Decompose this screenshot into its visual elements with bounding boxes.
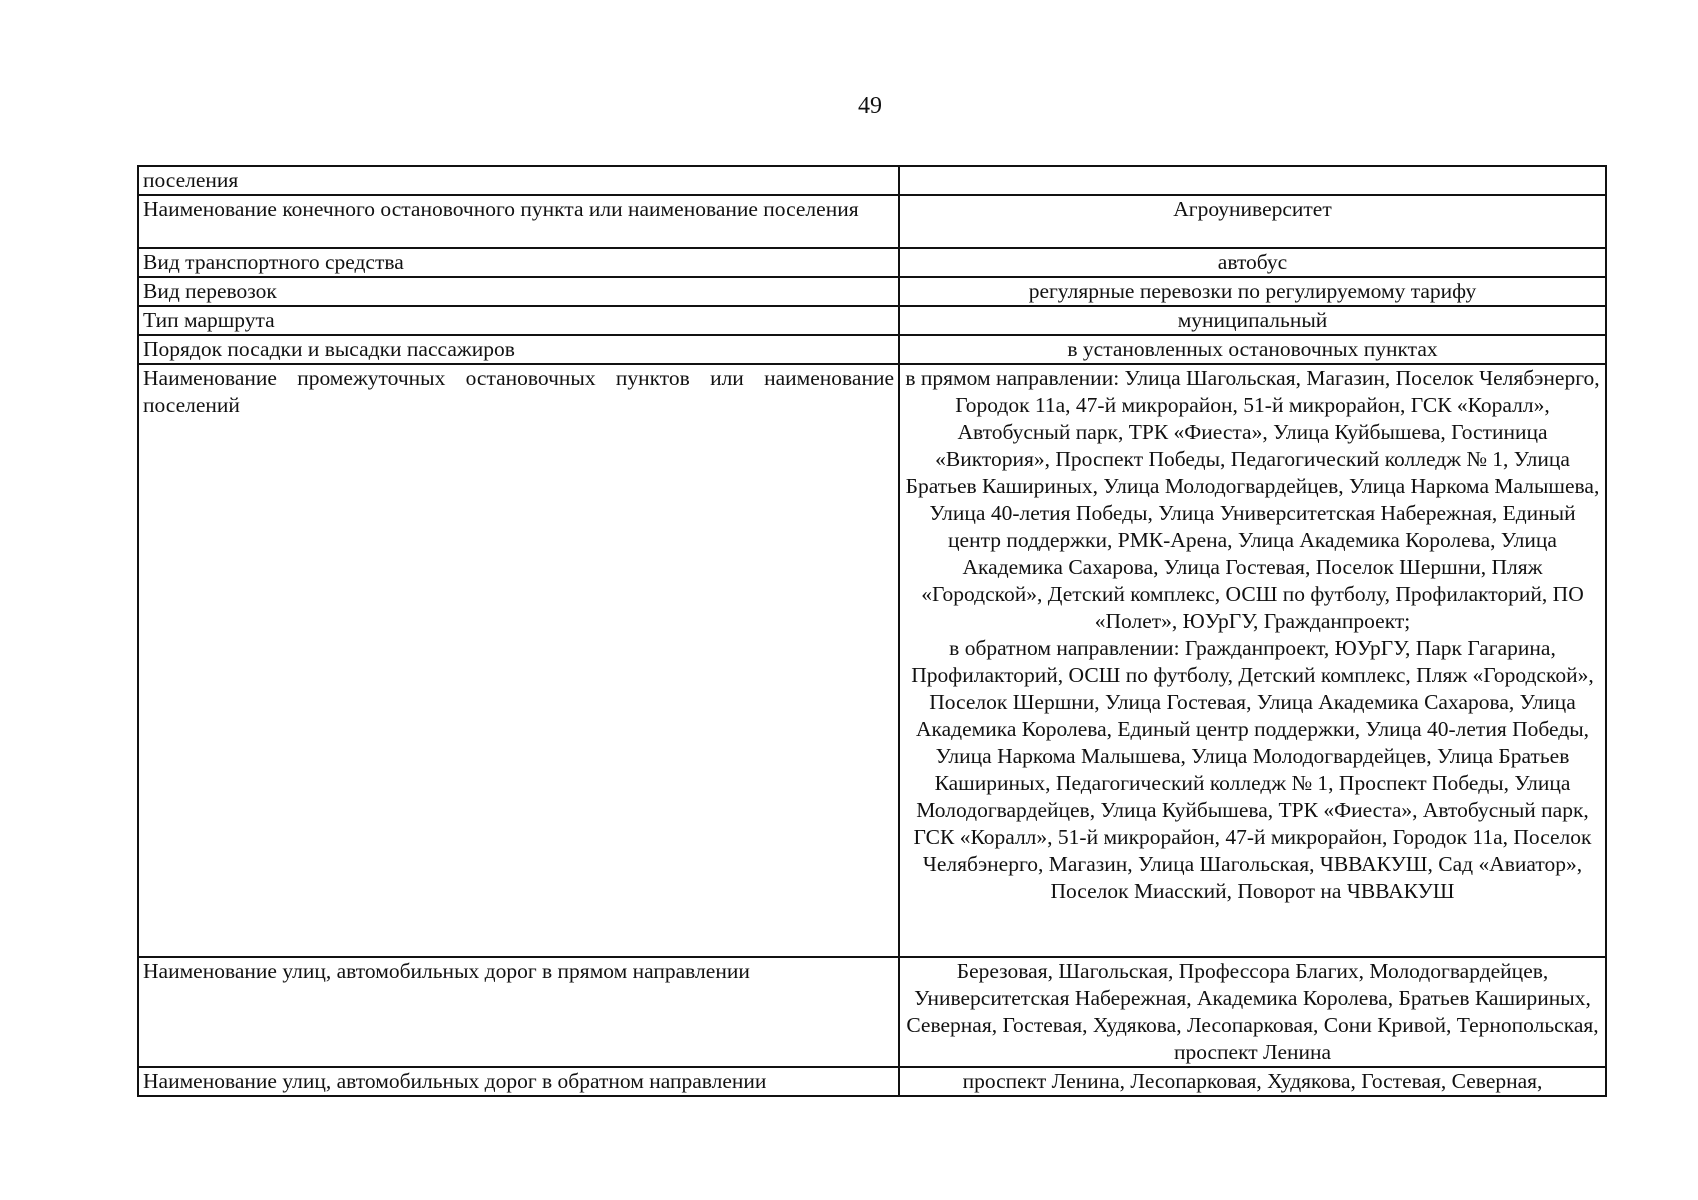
table-row xyxy=(138,957,1606,1067)
intermediate-stops-backward: в обратном направлении: Гражданпроект, ЮУрГУ, Парк Гагарина, Профилакторий, ОСШ по футболу, Детский комплекс, Пляж «Городской», Поселок Шершни, Улица Гостевая, Улица Академика Сахарова, Улица Академика Королева, Единый центр поддержки, Улица 40-летия Победы, Улица Наркома Малышева, Улица Молодогвардейцев, Улица Братьев Кашириных, Педагогический колледж № 1, Проспект Победы, Улица Молодогвардейцев, Улица Куйбышева, ТРК «Фиеста», Автобусный парк, ГСК «Коралл», 51-й микрорайон, 47-й микрорайон, Городок 11а, Поселок Челябэнерго, Магазин, Улица Шагольская, ЧВВАКУШ, Сад «Авиатор», Поселок Миасский, Поворот на ЧВВАКУШ xyxy=(911,636,1594,903)
route-passport-table xyxy=(137,165,1607,1097)
row-value-settlement-continued xyxy=(899,166,1606,195)
table-row xyxy=(138,248,1606,277)
row-label-final-stop: Наименование конечного остановочного пункта или наименование поселения xyxy=(138,195,899,248)
row-label-streets-forward: Наименование улиц, автомобильных дорог в прямом направлении xyxy=(138,957,899,1067)
row-label-streets-backward: Наименование улиц, автомобильных дорог в обратном направлении xyxy=(138,1067,899,1096)
table-row xyxy=(138,364,1606,957)
row-value-transport-kind: регулярные перевозки по регулируемому тарифу xyxy=(899,277,1606,306)
row-label-boarding-order: Порядок посадки и высадки пассажиров xyxy=(138,335,899,364)
table-row xyxy=(138,166,1606,195)
row-value-final-stop: Агроуниверситет xyxy=(899,195,1606,248)
row-value-route-type: муниципальный xyxy=(899,306,1606,335)
row-label-vehicle-type: Вид транспортного средства xyxy=(138,248,899,277)
table-row xyxy=(138,195,1606,248)
table-row xyxy=(138,1067,1606,1096)
table-row xyxy=(138,277,1606,306)
row-label-transport-kind: Вид перевозок xyxy=(138,277,899,306)
row-value-boarding-order: в установленных остановочных пунктах xyxy=(899,335,1606,364)
row-label-intermediate-stops: Наименование промежуточных остановочных пунктов или наименование поселений xyxy=(138,364,899,957)
intermediate-stops-forward: в прямом направлении: Улица Шагольская, Магазин, Поселок Челябэнерго, Городок 11а, 47-й микрорайон, 51-й микрорайон, ГСК «Коралл», Автобусный парк, ТРК «Фиеста», Улица Куйбышева, Гостиница «Виктория», Проспект Победы, Педагогический колледж № 1, Улица Братьев Кашириных, Улица Молодогвардейцев, Улица Наркома Малышева, Улица 40-летия Победы, Улица Университетская Набережная, Единый центр поддержки, РМК-Арена, Улица Академика Королева, Улица Академика Сахарова, Улица Гостевая, Поселок Шершни, Пляж «Городской», Детский комплекс, ОСШ по футболу, Профилакторий, ПО «Полет», ЮУрГУ, Гражданпроект; xyxy=(905,366,1600,633)
row-label-route-type: Тип маршрута xyxy=(138,306,899,335)
row-value-streets-backward: проспект Ленина, Лесопарковая, Худякова, Гостевая, Северная, xyxy=(899,1067,1606,1096)
table-row xyxy=(138,335,1606,364)
row-value-streets-forward: Березовая, Шагольская, Профессора Благих, Молодогвардейцев, Университетская Набережная, Академика Королева, Братьев Кашириных, Северная, Гостевая, Худякова, Лесопарковая, Сони Кривой, Тернопольская, проспект Ленина xyxy=(899,957,1606,1067)
page-number: 49 xyxy=(858,93,882,119)
row-value-intermediate-stops xyxy=(899,364,1606,957)
table-row xyxy=(138,306,1606,335)
row-value-vehicle-type: автобус xyxy=(899,248,1606,277)
row-label-settlement-continued: поселения xyxy=(138,166,899,195)
